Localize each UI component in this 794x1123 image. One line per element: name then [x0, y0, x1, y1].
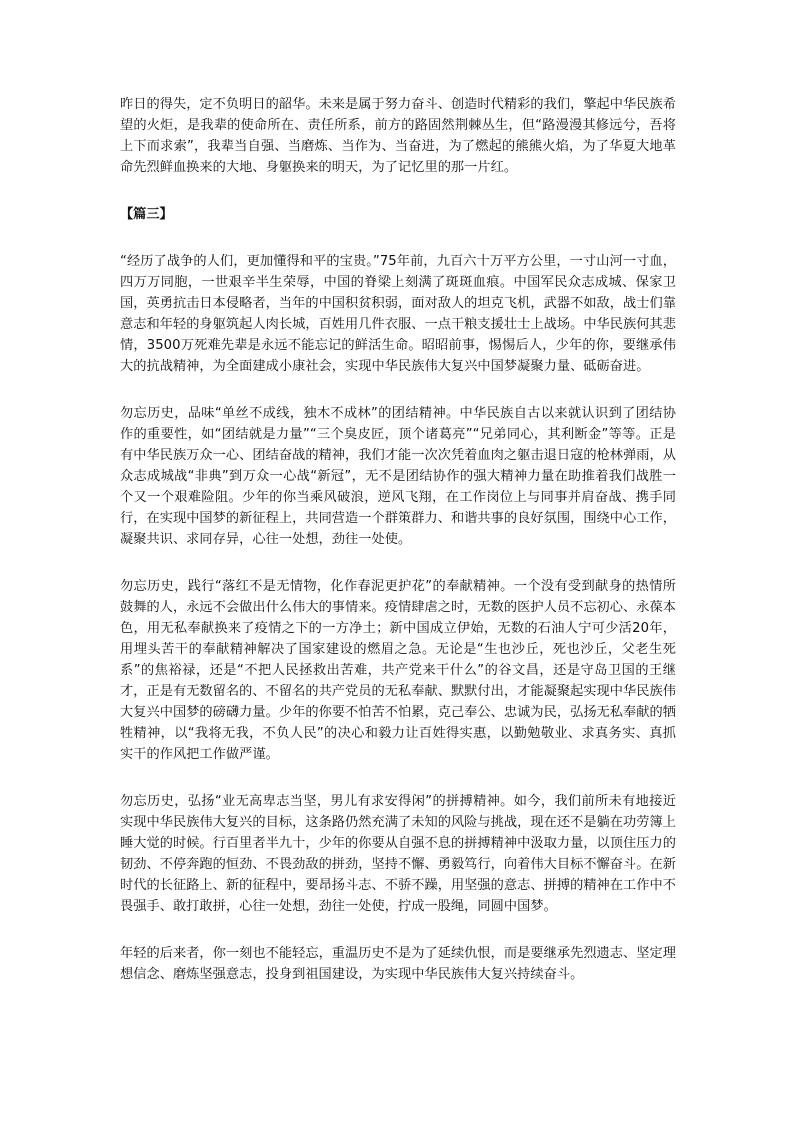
- paragraph-4: 勿忘历史，弘扬“业无高卑志当坚，男儿有求安得闲”的拼搏精神。如今，我们前所未有地接近实现中华民族伟大复兴的目标，这条路仍然充满了未知的风险与挑战，现在还不是躺在功劳簿上睡大觉的时候。行百里者半九十，少年的你要从自强不息的拼搏精神中汲取力量，以顶住压力的韧劲、不停奔跑的恒劲、不畏劲敌的拼劲，坚持不懈、勇毅笃行，向着伟大目标不懈奋斗。在新时代的长征路上、新的征程中，要昂扬斗志、不骄不躁，用坚强的意志、拼搏的精神在工作中不畏强手、敢打敢拼，心往一处想，劲往一处使，拧成一股绳，同圆中国梦。: [120, 794, 676, 914]
- paragraph-2: 勿忘历史，品味“单丝不成线，独木不成林”的团结精神。中华民族自古以来就认识到了团结协作的重要性，如“团结就是力量”“三个臭皮匠，顶个诸葛亮”“兄弟同心，其利断金”等等。正是有中华民族万众一心、团结奋战的精神，我们才能一次次凭着血肉之躯击退日寇的枪林弹雨，从众志成城战“非典”到万众一心战“新冠”，无不是团结协作的强大精神力量在助推着我们战胜一个又一个艰难险阻。少年的你当乘风破浪，逆风飞翔，在工作岗位上与同事并肩奋战、携手同行，在实现中国梦的新征程上，共同营造一个群策群力、和谐共事的良好氛围，围绕中心工作，凝聚共识、求同存异，心往一处想，劲往一处使。: [120, 406, 676, 547]
- paragraph-intro: 昨日的得失，定不负明日的韶华。未来是属于努力奋斗、创造时代精彩的我们，擎起中华民族希望的火炬，是我辈的使命所在、责任所系，前方的路固然荆棘丛生，但“路漫漫其修远兮，吾将上下而求索”，我辈当自强、当磨炼、当作为、当奋进，为了燃起的熊熊火焰，为了华夏大地革命先烈鲜血换来的大地、身躯换来的明天，为了记忆里的那一片红。: [120, 97, 676, 175]
- paragraph-3: 勿忘历史，践行“落红不是无情物，化作春泥更护花”的奉献精神。一个没有受到献身的热情所鼓舞的人，永远不会做出什么伟大的事情来。疫情肆虐之时，无数的医护人员不忘初心、永葆本色，用无私奉献换来了疫情之下的一方净土；新中国成立伊始，无数的石油人宁可少活20年，用埋头苦干的奉献精神解决了国家建设的燃眉之急。无论是“生也沙丘，死也沙丘，父老生死系”的焦裕禄，还是“不把人民拯救出苦难，共产党来干什么”的谷文昌，还是守岛卫国的王继才，正是有无数留名的、不留名的共产党员的无私奉献、默默付出，才能凝聚起实现中华民族伟大复兴中国梦的磅礴力量。少年的你要不怕苦不怕累，克己奉公、忠诚为民，弘扬无私奉献的牺牲精神，以“我将无我，不负人民”的决心和毅力让百姓得实惠，以勤勉敬业、求真务实、真抓实干的作风把工作做严谨。: [120, 579, 676, 762]
- document-page: [120, 94, 676, 1011]
- section-heading: 【篇三】: [120, 207, 173, 222]
- paragraph-1: “经历了战争的人们，更加懂得和平的宝贵。”75年前，九百六十万平方公里，一寸山河一寸血，四万万同胞，一世艰辛半生荣辱，中国的脊梁上刻满了斑斑血痕。中国军民众志成城、保家卫国，英勇抗击日本侵略者，当年的中国积贫积弱，面对敌人的坦克飞机，武器不如敌，战士们靠意志和年轻的身躯筑起人肉长城，百姓用几件衣服、一点干粮支援壮士上战场。中华民族何其悲情，3500万死难先辈是永远不能忘记的鲜活生命。昭昭前事，惕惕后人，少年的你，要继承伟大的抗战精神，为全面建成小康社会，实现中华民族伟大复兴中国梦凝聚力量、砥砺奋进。: [120, 254, 676, 374]
- paragraph-5: 年轻的后来者，你一刻也不能轻忘，重温历史不是为了延续仇恨，而是要继承先烈遗志、坚定理想信念、磨炼坚强意志，投身到祖国建设，为实现中华民族伟大复兴持续奋斗。: [120, 946, 676, 982]
